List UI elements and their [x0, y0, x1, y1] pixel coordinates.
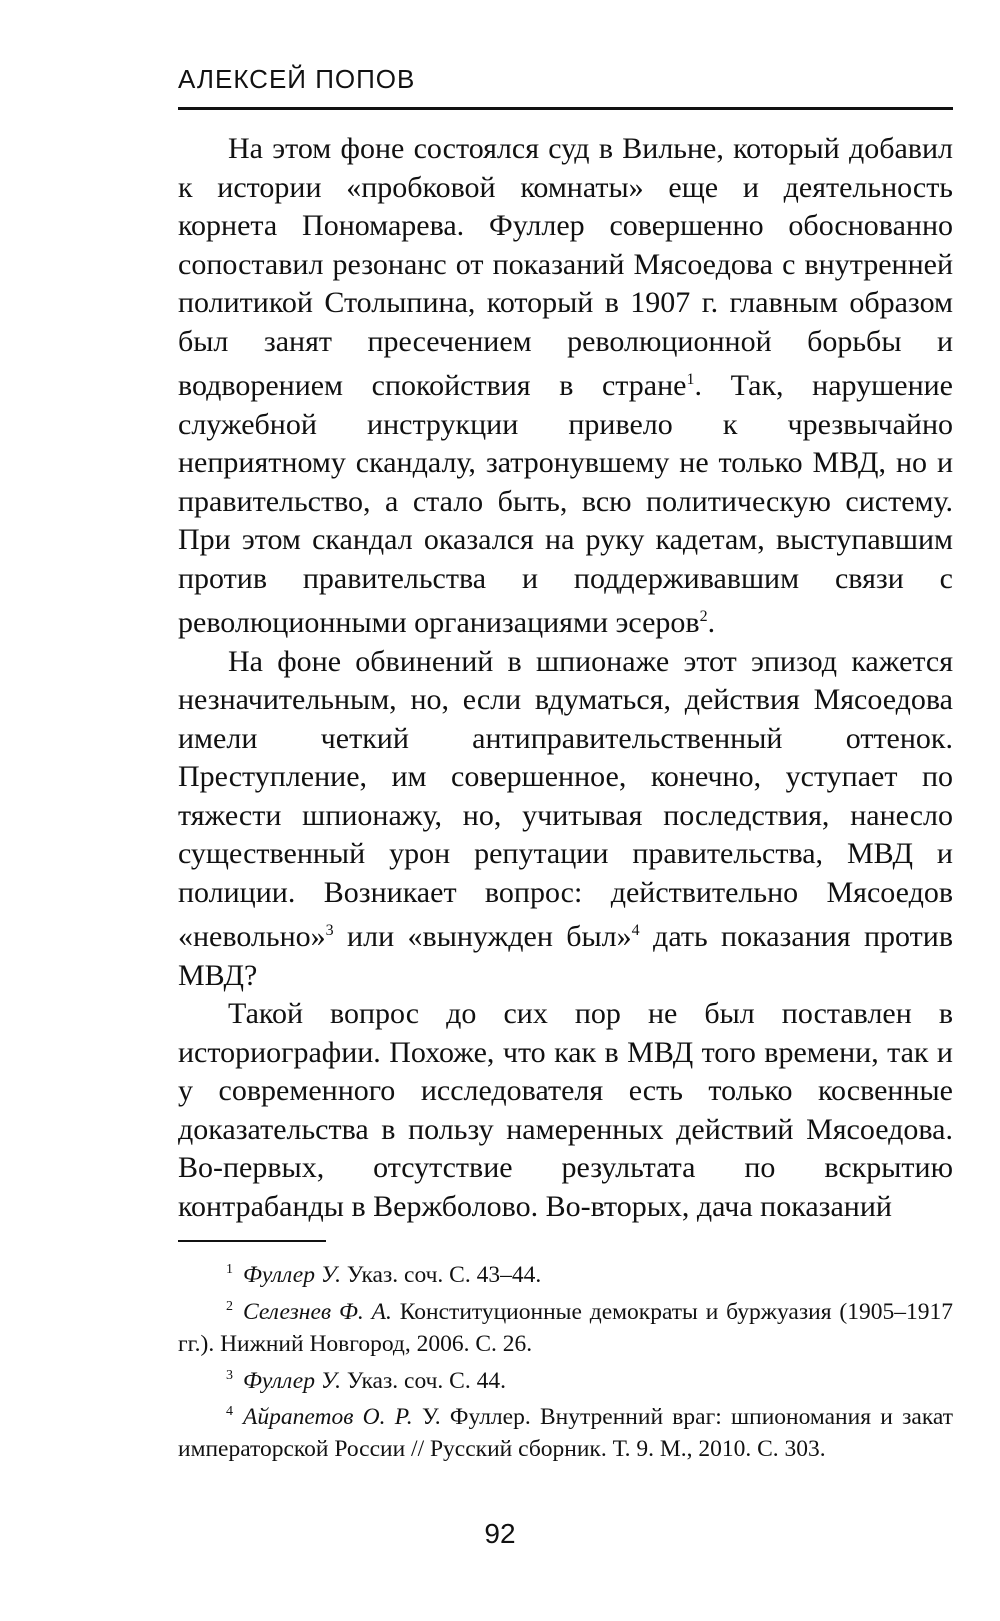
paragraph-text: На этом фоне состоялся суд в Вильне, который добавил к истории «пробковой комнаты» еще и деятельность корнета Пономарева. Фуллер совершенно обоснованно сопоставил резонанс от показаний Мясоедова с внутренней политикой Столыпина, который в 1907 г. главным образом был занят пресечением революционной борьбы и водворением спокойствия в стране [178, 132, 953, 402]
footnotes [178, 1254, 953, 1465]
paragraph [178, 130, 953, 643]
paragraph-text: . Так, нарушение служебной инструкции привело к чрезвычайно неприятному скандалу, затронувшему не только МВД, но и правительство, а стало быть, всю политическую систему. При этом скандал оказался на руку кадетам, выступавшим против правительства и поддерживавшим связи с революционными организациями эсеров [178, 369, 953, 639]
header-rule [178, 107, 953, 110]
footnote-text: Конституционные демократы и буржуазия (1905–1917 гг.). Нижний Новгород, 2006. С. 26. [178, 1298, 953, 1357]
paragraph [178, 995, 953, 1226]
paragraph-text: дать показания против МВД? [178, 920, 953, 992]
paragraph-text: или «вынужден был» [333, 920, 632, 953]
footnote-number: 2 [226, 1298, 233, 1314]
footnote-author: Фуллер У. [243, 1367, 342, 1394]
footnote-ref[interactable]: 1 [686, 371, 695, 388]
footnote-text: У. Фуллер. Внутренний враг: шпиономания и закат императорской России // Русский сборник. Т. 9. М., 2010. С. 303. [178, 1404, 954, 1463]
page-number: 92 [484, 1518, 516, 1549]
footnote-number: 4 [226, 1404, 233, 1420]
paragraph-text: Такой вопрос до сих пор не был поставлен в историографии. Похоже, что как в МВД того времени, так и у современного исследователя есть только косвенные доказательства в пользу намеренных действий Мясоедова. Во-первых, отсутствие результата по вскрытию контрабанды в Вержболово. Во-вторых, дача показаний [178, 997, 953, 1223]
footnote-author: Селезнев Ф. А. [243, 1298, 392, 1325]
paragraph-text: . [707, 606, 716, 639]
footnote [178, 1396, 953, 1465]
footnote-rule [178, 1240, 326, 1242]
footnote-number: 3 [226, 1367, 233, 1383]
footnote [178, 1254, 953, 1291]
paragraph [178, 643, 953, 996]
paragraph-text: На фоне обвинений в шпионаже этот эпизод кажется незначительным, но, если вдуматься, действия Мясоедова имели четкий антиправительственный оттенок. Преступление, им совершенное, конечно, уступает по тяжести шпионажу, но, учитывая последствия, нанесло существенный урон репутации правительства, МВД и полиции. Возникает вопрос: действительно Мясоедов «невольно» [178, 644, 953, 953]
footnote [178, 1291, 953, 1360]
footnote-number: 1 [226, 1262, 233, 1277]
footnote-author: Айрапетов О. Р. [243, 1404, 413, 1431]
footnote [178, 1360, 953, 1397]
body-text [178, 130, 953, 1226]
footnote-text: Указ. соч. С. 44. [341, 1367, 506, 1394]
footnote-ref[interactable]: 2 [699, 608, 708, 625]
footnote-ref[interactable]: 3 [325, 922, 334, 939]
footnote-ref[interactable]: 4 [631, 922, 640, 939]
running-head-author: АЛЕКСЕЙ ПОПОВ [178, 64, 416, 94]
footnote-author: Фуллер У. [243, 1261, 342, 1288]
footnote-text: Указ. соч. С. 43–44. [341, 1261, 542, 1288]
